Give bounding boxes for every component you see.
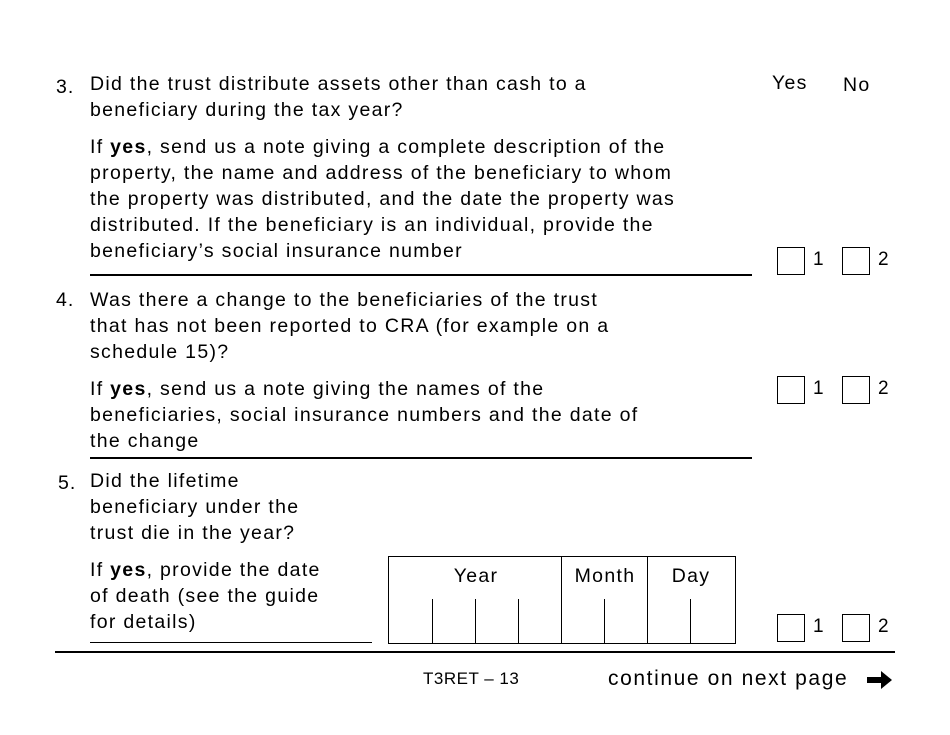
question-5-inst-line-3: for details) [90,611,197,633]
question-3-number: 3. [56,76,75,98]
question-5-no-code: 2 [878,616,889,637]
question-4-yes-checkbox[interactable] [777,376,805,404]
question-3-rule [90,274,752,276]
question-5-rule [90,642,372,643]
question-4-inst-line-1: If yes, send us a note giving the names of the [90,378,545,400]
question-5-yes-code: 1 [813,616,824,637]
date-month-label: Month [574,565,636,587]
date-year-label: Year [453,565,499,587]
question-4-line-1: Was there a change to the beneficiaries of the trust [90,289,599,311]
question-3-line-2: beneficiary during the tax year? [90,99,404,121]
question-5-no-checkbox[interactable] [842,614,870,642]
question-3-inst-line-1: If yes, send us a note giving a complete description of the [90,136,666,158]
question-5-line-3: trust die in the year? [90,522,296,544]
month-digit-tick [604,599,605,644]
question-3-inst-line-5: beneficiary’s social insurance number [90,240,463,262]
question-3-inst-line-3: the property was distributed, and the date the property was [90,188,676,210]
question-5-inst-line-1: If yes, provide the date [90,559,321,581]
question-3-yes-checkbox[interactable] [777,247,805,275]
question-4-line-3: schedule 15)? [90,341,230,363]
question-5-line-1: Did the lifetime [90,470,240,492]
question-3-inst-line-2: property, the name and address of the beneficiary to whom [90,162,673,184]
question-5-line-2: beneficiary under the [90,496,300,518]
question-5-instructions [90,557,321,635]
question-4-text [90,287,609,365]
question-4-number: 4. [56,289,75,311]
question-3-no-code: 2 [878,249,889,270]
question-4-inst-line-3: the change [90,430,200,452]
question-5-yes-checkbox[interactable] [777,614,805,642]
date-day-label: Day [671,565,711,587]
yes-emphasis: yes [110,559,147,581]
question-4-line-2: that has not been reported to CRA (for example on a [90,315,610,337]
question-4-instructions [90,376,638,454]
question-4-yes-code: 1 [813,378,824,399]
form-page-id: T3RET – 13 [423,669,520,688]
continue-on-next-page: continue on next page [608,667,849,690]
question-3-line-1: Did the trust distribute assets other than cash to a [90,73,587,95]
year-digit-tick [518,599,519,644]
yes-emphasis: yes [110,378,147,400]
question-4-no-checkbox[interactable] [842,376,870,404]
no-column-header: No [843,74,871,96]
question-3-text [90,71,587,123]
question-3-yes-code: 1 [813,249,824,270]
question-4-rule [90,457,752,459]
question-5-text [90,468,299,546]
question-4-no-code: 2 [878,378,889,399]
day-digit-tick [690,599,691,644]
question-4-inst-line-2: beneficiaries, social insurance numbers and the date of [90,404,639,426]
question-5-number: 5. [58,472,77,494]
question-3-inst-line-4: distributed. If the beneficiary is an individual, provide the [90,214,654,236]
question-5-inst-line-2: of death (see the guide [90,585,320,607]
question-3-no-checkbox[interactable] [842,247,870,275]
yes-emphasis: yes [110,136,147,158]
date-divider-year-month [561,556,562,644]
year-digit-tick [432,599,433,644]
yes-column-header: Yes [772,72,808,94]
page-bottom-rule [55,651,895,653]
arrow-right-icon [866,668,894,692]
question-3-instructions [90,134,675,264]
year-digit-tick [475,599,476,644]
date-divider-month-day [647,556,648,644]
